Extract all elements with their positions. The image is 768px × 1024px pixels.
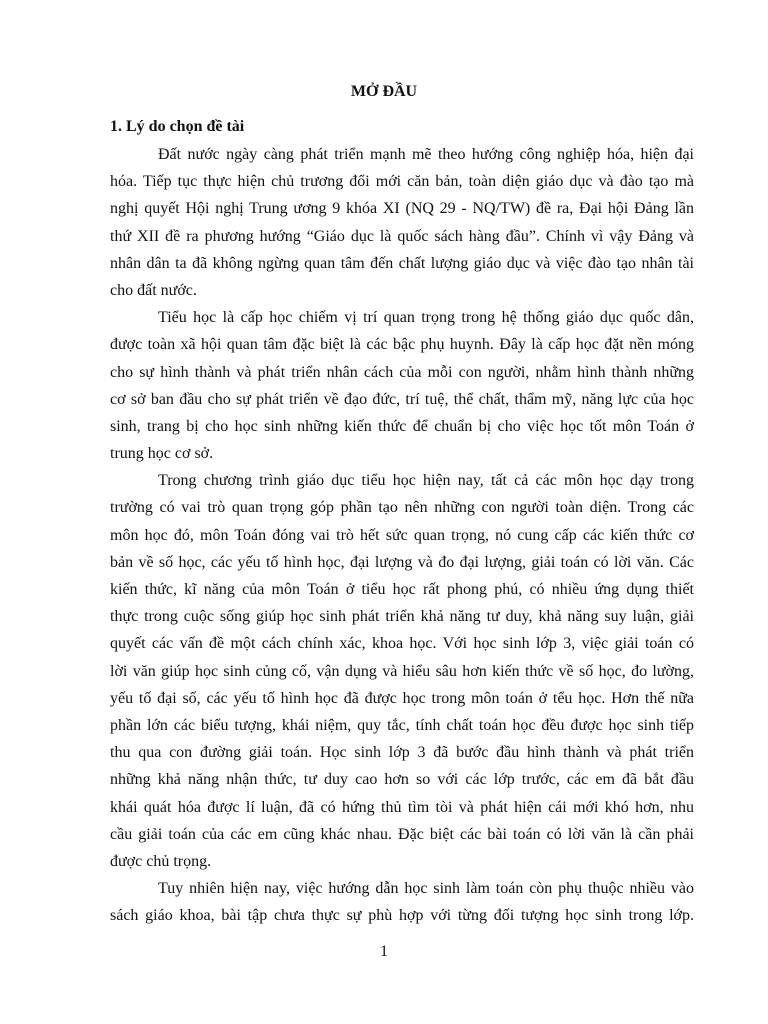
text-line: lời văn giúp học sinh củng cố, vận dụng và hiểu sâu hơn kiến thức về số học, đo lường, [110, 662, 694, 680]
text-line: Tuy nhiên hiện nay, việc hướng dẫn học sinh làm toán còn phụ thuộc nhiều vào [158, 880, 694, 898]
text-line: quyết các vấn đề một cách chính xác, khoa học. Với học sinh lớp 3, việc giải toán có [110, 635, 694, 653]
text-line: Tiểu học là cấp học chiếm vị trí quan trọng trong hệ thống giáo dục quốc dân, [158, 309, 694, 327]
text-line: cho sự hình thành và phát triển nhân cách của mỗi con người, nhằm hình thành những [110, 363, 694, 381]
text-line: được chủ trọng. [110, 852, 212, 870]
text-line: nghị quyết Hội nghị Trung ương 9 khóa XI (NQ 29 - NQ/TW) đề ra, Đại hội Đảng lần [110, 200, 694, 218]
text-line: trường có vai trò quan trọng góp phần tạo nên những con người toàn diện. Trong các [110, 499, 694, 517]
text-line: khái quát hóa được lí luận, đã có hứng thủ tìm tòi và phát hiện cái mới khó hơn, nhu [110, 798, 694, 816]
text-line: cơ sở ban đầu cho sự phát triển về đạo đức, trí tuệ, thể chất, thẩm mỹ, năng lực của học [110, 390, 694, 408]
page-title: MỞ ĐẦU [350, 83, 418, 100]
text-line: phần lớn các biểu tượng, khái niệm, quy tắc, tính chất toán học đều được học sinh tiếp [110, 716, 694, 734]
text-line: Trong chương trình giáo dục tiểu học hiện nay, tất cả các môn học dạy trong [158, 472, 694, 490]
text-line: sách giáo khoa, bài tập chưa thực sự phù hợp với từng đối tượng học sinh trong lớp. [110, 907, 694, 925]
text-line: thu qua con đường giải toán. Học sinh lớp 3 đã bước đầu hình thành và phát triển [110, 744, 694, 762]
text-line: cho đất nước. [110, 281, 197, 299]
text-line: sinh, trang bị cho học sinh những kiến thức để chuẩn bị cho việc học tốt môn Toán ở [110, 417, 694, 435]
text-line: nhân dân ta đã không ngừng quan tâm đến chất lượng giáo dục và việc đào tạo nhân tài [110, 254, 694, 272]
text-line: hóa. Tiếp tục thực hiện chủ trương đổi mới căn bản, toàn diện giáo dục và đào tạo mà [110, 173, 694, 191]
text-line: thực trong cuộc sống giúp học sinh phát triển khả năng tư duy, khả năng suy luận, giải [110, 608, 694, 626]
section-heading: 1. Lý do chọn đề tài [110, 118, 245, 135]
text-line: kiến thức, kĩ năng của môn Toán ở tiểu học rất phong phú, có nhiều ứng dụng thiết [110, 581, 694, 598]
text-line: bản về số học, các yếu tố hình học, đại lượng và đo đại lượng, giải toán có lời văn. Các [110, 553, 694, 571]
page-number: 1 [380, 943, 388, 960]
text-line: Đất nước ngày càng phát triển mạnh mẽ theo hướng công nghiệp hóa, hiện đại [158, 146, 694, 163]
text-line: yếu tố đại số, các yếu tố hình học đã được học trong môn toán ở tểu học. Hơn thế nữa [110, 689, 694, 707]
text-line: cầu giải toán của các em cũng khác nhau. Đặc biệt các bài toán có lời văn là cần phải [110, 825, 694, 843]
text-line: được toàn xã hội quan tâm đặc biệt là các bậc phụ huynh. Đây là cấp học đặt nền móng [110, 336, 694, 354]
text-line: những khả năng nhận thức, tư duy cao hơn so với các lớp trước, các em đã bắt đầu [110, 771, 694, 789]
body-text [110, 141, 694, 929]
text-line: thứ XII đề ra phương hướng “Giáo dục là quốc sách hàng đầu”. Chính vì vậy Đảng và [110, 227, 694, 245]
text-line: trung học cơ sở. [110, 445, 214, 463]
text-line: môn học đó, môn Toán đóng vai trò hết sức quan trọng, nó cung cấp các kiến thức cơ [110, 526, 694, 544]
